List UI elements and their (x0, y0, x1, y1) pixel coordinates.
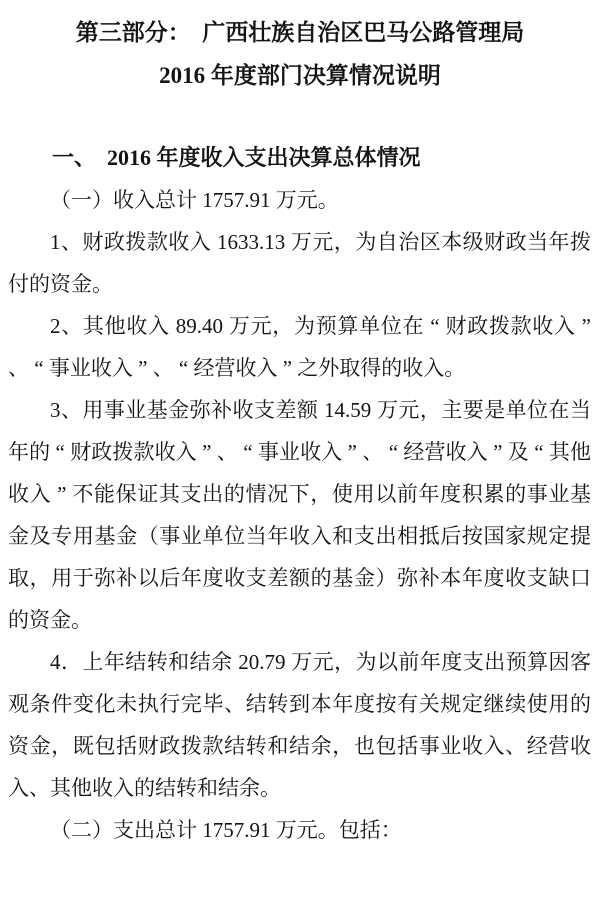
document-body (0, 137, 600, 851)
paragraph-expenditure-total: （二）支出总计 1757.91 万元。包括： (50, 818, 402, 842)
paragraph-carryover-balance: 4．上年结转和结余 20.79 万元，为以前年度支出预算因客观条件变化未执行完毕、结转到本年度按有关规定继续使用的资金，既包括财政拨款结转和结余，也包括事业收入、经营收入、其他收入的结转和结余。 (8, 650, 591, 800)
paragraph-fund-deficit-coverage: 3、用事业基金弥补收支差额 14.59 万元，主要是单位在当年的 “ 财政拨款收入 ” 、 “ 事业收入 ” 、 “ 经营收入 ” 及 “ 其他收入 ” 不能保证其支出的情况下，使用以前年度积累的事业基金及专用基金（事业单位当年收入和支出相抵后按国家规定提取，用于弥补以后年度收支差额的基金）弥补本年度收支缺口的资金。 (8, 398, 591, 632)
document-title-block (0, 0, 600, 91)
doc-title-line2: 2016 年度部门决算情况说明 (159, 63, 441, 88)
section-heading: 一、 2016 年度收入支出决算总体情况 (52, 145, 421, 170)
doc-title-line1: 第三部分： 广西壮族自治区巴马公路管理局 (75, 20, 525, 45)
paragraph-income-total: （一）收入总计 1757.91 万元。 (50, 188, 339, 212)
paragraph-fiscal-appropriation-income: 1、财政拨款收入 1633.13 万元，为自治区本级财政当年拨付的资金。 (8, 230, 591, 296)
paragraph-other-income: 2、其他收入 89.40 万元，为预算单位在 “ 财政拨款收入 ” 、 “ 事业收入 ” 、 “ 经营收入 ” 之外取得的收入。 (8, 314, 591, 380)
